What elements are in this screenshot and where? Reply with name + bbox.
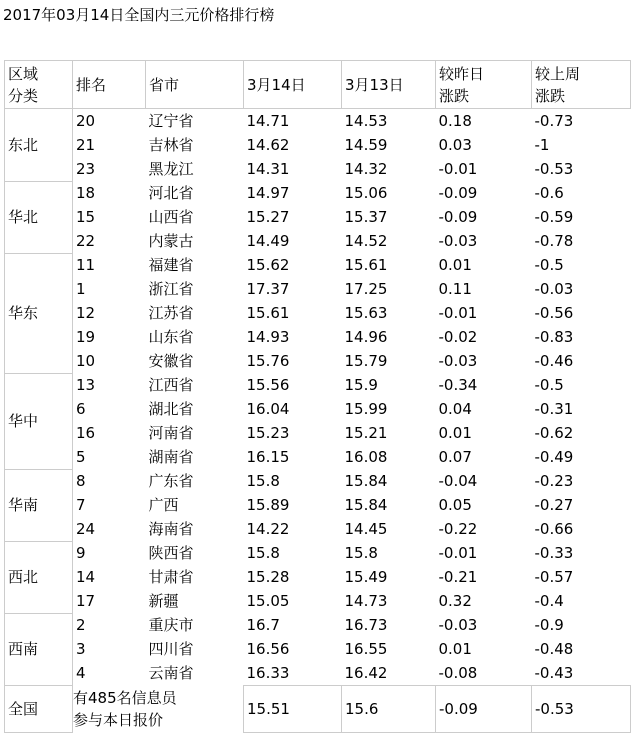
province-cell: 山西省 xyxy=(148,208,194,226)
change-day-cell: 0.07 xyxy=(438,448,472,466)
change-week-cell: -0.9 xyxy=(534,616,564,634)
price-d13-cell: 15.84 xyxy=(344,496,388,514)
change-week-cell: -0.57 xyxy=(534,568,574,586)
change-day-cell: 0.05 xyxy=(438,496,472,514)
price-d14-cell: 15.05 xyxy=(246,592,290,610)
price-d13-cell: 14.53 xyxy=(344,112,388,130)
change-day-cell: -0.34 xyxy=(438,376,478,394)
price-d13-cell: 14.45 xyxy=(344,520,388,538)
price-d14-cell: 16.04 xyxy=(246,400,290,418)
price-d14-cell: 15.23 xyxy=(246,424,290,442)
province-cell: 四川省 xyxy=(148,640,194,658)
rank-cell: 3 xyxy=(76,640,86,658)
rank-cell: 2 xyxy=(76,616,86,634)
page-title: 2017年03月14日全国内三元价格排行榜 xyxy=(3,6,275,24)
price-d14-cell: 15.61 xyxy=(246,304,290,322)
table-row xyxy=(5,109,631,134)
price-d14-cell: 15.76 xyxy=(246,352,290,370)
change-week-cell: -0.03 xyxy=(534,280,574,298)
price-d13-cell: 14.73 xyxy=(344,592,388,610)
rank-cell: 6 xyxy=(76,400,86,418)
rank-cell: 7 xyxy=(76,496,86,514)
price-d14-cell: 15.8 xyxy=(246,472,280,490)
price-d14-cell: 14.93 xyxy=(246,328,290,346)
region-cell: 华东 xyxy=(5,253,73,373)
header-change-day: 较昨日 涨跌 xyxy=(436,61,532,109)
change-week-cell: -0.48 xyxy=(534,640,574,658)
rank-cell: 8 xyxy=(76,472,86,490)
region-cell: 华中 xyxy=(5,373,73,469)
change-day-cell: -0.04 xyxy=(438,472,478,490)
rank-cell: 17 xyxy=(76,592,96,610)
table-row xyxy=(5,181,631,205)
change-day-cell: 0.01 xyxy=(438,424,472,442)
rank-cell: 23 xyxy=(76,160,96,178)
change-day-cell: -0.01 xyxy=(438,304,478,322)
table-row xyxy=(5,301,631,325)
rank-cell: 22 xyxy=(76,232,96,250)
price-d13-cell: 15.06 xyxy=(344,184,388,202)
change-day-cell: -0.03 xyxy=(438,232,478,250)
header-row xyxy=(5,61,631,109)
price-d14-cell: 16.15 xyxy=(246,448,290,466)
header-date-13: 3月13日 xyxy=(342,61,436,109)
change-day-cell: -0.08 xyxy=(438,664,478,682)
table-row xyxy=(5,589,631,613)
rank-cell: 1 xyxy=(76,280,86,298)
price-d13-cell: 15.21 xyxy=(344,424,388,442)
region-cell: 东北 xyxy=(5,109,73,182)
price-d14-cell: 14.97 xyxy=(246,184,290,202)
table-row xyxy=(5,493,631,517)
rank-cell: 16 xyxy=(76,424,96,442)
change-day-cell: -0.03 xyxy=(438,616,478,634)
price-d14-cell: 15.62 xyxy=(246,256,290,274)
price-d14-cell: 14.71 xyxy=(246,112,290,130)
province-cell: 湖北省 xyxy=(148,400,194,418)
province-cell: 浙江省 xyxy=(148,280,194,298)
table-body xyxy=(5,109,631,686)
change-week-cell: -0.6 xyxy=(534,184,564,202)
header-rank: 排名 xyxy=(73,61,146,109)
header-region: 区域 分类 xyxy=(5,61,73,109)
change-day-cell: 0.04 xyxy=(438,400,472,418)
region-cell: 西北 xyxy=(5,541,73,613)
change-week-cell: -0.66 xyxy=(534,520,574,538)
table-row xyxy=(5,253,631,277)
table-row xyxy=(5,445,631,469)
price-d13-cell: 15.99 xyxy=(344,400,388,418)
change-day-cell: -0.01 xyxy=(438,544,478,562)
price-d13-cell: 16.42 xyxy=(344,664,388,682)
change-week-cell: -0.27 xyxy=(534,496,574,514)
table-row xyxy=(5,229,631,253)
table-row xyxy=(5,541,631,565)
rank-cell: 24 xyxy=(76,520,96,538)
price-d13-cell: 14.96 xyxy=(344,328,388,346)
province-cell: 江苏省 xyxy=(148,304,194,322)
price-d13-cell: 15.79 xyxy=(344,352,388,370)
national-region: 全国 xyxy=(5,686,73,733)
change-day-cell: -0.01 xyxy=(438,160,478,178)
table-row xyxy=(5,661,631,686)
rank-cell: 9 xyxy=(76,544,86,562)
rank-cell: 19 xyxy=(76,328,96,346)
change-week-cell: -0.31 xyxy=(534,400,574,418)
price-d13-cell: 16.73 xyxy=(344,616,388,634)
province-cell: 江西省 xyxy=(148,376,194,394)
region-cell: 华北 xyxy=(5,181,73,253)
price-d13-cell: 15.61 xyxy=(344,256,388,274)
province-cell: 河北省 xyxy=(148,184,194,202)
table-row xyxy=(5,157,631,181)
price-d13-cell: 15.84 xyxy=(344,472,388,490)
national-d14: 15.51 xyxy=(244,686,342,733)
price-d13-cell: 14.59 xyxy=(344,136,388,154)
change-week-cell: -0.59 xyxy=(534,208,574,226)
change-week-cell: -0.33 xyxy=(534,544,574,562)
province-cell: 河南省 xyxy=(148,424,194,442)
rank-cell: 12 xyxy=(76,304,96,322)
province-cell: 广西 xyxy=(148,496,179,514)
change-week-cell: -0.43 xyxy=(534,664,574,682)
province-cell: 云南省 xyxy=(148,664,194,683)
price-d13-cell: 16.55 xyxy=(344,640,388,658)
change-week-cell: -0.73 xyxy=(534,112,574,130)
table-row xyxy=(5,637,631,661)
table-row xyxy=(5,205,631,229)
table-row xyxy=(5,325,631,349)
price-d14-cell: 17.37 xyxy=(246,280,290,298)
province-cell: 辽宁省 xyxy=(148,112,194,130)
price-d13-cell: 15.49 xyxy=(344,568,388,586)
change-week-cell: -0.83 xyxy=(534,328,574,346)
table-row xyxy=(5,613,631,637)
change-week-cell: -0.78 xyxy=(534,232,574,250)
change-day-cell: 0.11 xyxy=(438,280,472,298)
price-d14-cell: 14.22 xyxy=(246,520,290,538)
change-day-cell: 0.32 xyxy=(438,592,472,610)
province-cell: 内蒙古 xyxy=(148,232,194,250)
price-d14-cell: 15.89 xyxy=(246,496,290,514)
province-cell: 湖南省 xyxy=(148,448,194,466)
price-d14-cell: 15.27 xyxy=(246,208,290,226)
change-week-cell: -0.56 xyxy=(534,304,574,322)
national-row xyxy=(5,686,631,733)
province-cell: 陕西省 xyxy=(148,544,194,562)
table-row xyxy=(5,277,631,301)
change-day-cell: 0.01 xyxy=(438,256,472,274)
price-d13-cell: 17.25 xyxy=(344,280,388,298)
price-d13-cell: 14.32 xyxy=(344,160,388,178)
price-d14-cell: 16.7 xyxy=(246,616,280,634)
table-row xyxy=(5,133,631,157)
national-note: 有485名信息员 参与本日报价 xyxy=(73,689,177,729)
price-d14-cell: 14.62 xyxy=(246,136,290,154)
change-week-cell: -0.62 xyxy=(534,424,574,442)
rank-cell: 13 xyxy=(76,376,96,394)
price-d13-cell: 16.08 xyxy=(344,448,388,466)
change-week-cell: -0.4 xyxy=(534,592,564,610)
change-week-cell: -0.53 xyxy=(534,160,574,178)
change-day-cell: -0.22 xyxy=(438,520,478,538)
change-day-cell: -0.09 xyxy=(438,208,478,226)
province-cell: 新疆 xyxy=(148,592,179,610)
rank-cell: 11 xyxy=(76,256,96,274)
region-cell: 华南 xyxy=(5,469,73,541)
price-d14-cell: 15.8 xyxy=(246,544,280,562)
price-d14-cell: 16.33 xyxy=(246,664,290,682)
price-d14-cell: 16.56 xyxy=(246,640,290,658)
price-d14-cell: 14.49 xyxy=(246,232,290,250)
price-d14-cell: 15.28 xyxy=(246,568,290,586)
region-cell: 西南 xyxy=(5,613,73,686)
price-d13-cell: 14.52 xyxy=(344,232,388,250)
province-cell: 安徽省 xyxy=(148,352,194,370)
table-row xyxy=(5,349,631,373)
national-chg-week: -0.53 xyxy=(532,686,631,733)
table-row xyxy=(5,373,631,397)
price-d13-cell: 15.63 xyxy=(344,304,388,322)
table-row xyxy=(5,517,631,541)
change-day-cell: 0.01 xyxy=(438,640,472,658)
province-cell: 广东省 xyxy=(148,472,194,490)
province-cell: 山东省 xyxy=(148,328,194,346)
province-cell: 海南省 xyxy=(148,520,194,538)
province-cell: 福建省 xyxy=(148,256,194,274)
change-day-cell: -0.09 xyxy=(438,184,478,202)
rank-cell: 20 xyxy=(76,112,96,130)
price-d14-cell: 14.31 xyxy=(246,160,290,178)
change-week-cell: -0.49 xyxy=(534,448,574,466)
table-row xyxy=(5,421,631,445)
change-day-cell: 0.03 xyxy=(438,136,472,154)
change-day-cell: 0.18 xyxy=(438,112,472,130)
header-change-week: 较上周 涨跌 xyxy=(532,61,631,109)
header-province: 省市 xyxy=(146,61,244,109)
province-cell: 吉林省 xyxy=(148,136,194,154)
price-d13-cell: 15.9 xyxy=(344,376,378,394)
price-ranking-table xyxy=(4,60,631,733)
rank-cell: 5 xyxy=(76,448,86,466)
rank-cell: 18 xyxy=(76,184,96,202)
rank-cell: 15 xyxy=(76,208,96,226)
change-day-cell: -0.03 xyxy=(438,352,478,370)
change-week-cell: -0.5 xyxy=(534,256,564,274)
change-week-cell: -0.5 xyxy=(534,376,564,394)
change-day-cell: -0.21 xyxy=(438,568,478,586)
price-d13-cell: 15.8 xyxy=(344,544,378,562)
price-d13-cell: 15.37 xyxy=(344,208,388,226)
rank-cell: 10 xyxy=(76,352,96,370)
rank-cell: 21 xyxy=(76,136,96,154)
table-row xyxy=(5,469,631,493)
table-row xyxy=(5,397,631,421)
province-cell: 黑龙江 xyxy=(148,160,194,178)
change-week-cell: -0.23 xyxy=(534,472,574,490)
change-day-cell: -0.02 xyxy=(438,328,478,346)
national-d13: 15.6 xyxy=(342,686,436,733)
change-week-cell: -0.46 xyxy=(534,352,574,370)
national-chg-day: -0.09 xyxy=(436,686,532,733)
rank-cell: 14 xyxy=(76,568,96,586)
province-cell: 甘肃省 xyxy=(148,568,194,586)
price-d14-cell: 15.56 xyxy=(246,376,290,394)
province-cell: 重庆市 xyxy=(148,616,194,634)
header-date-14: 3月14日 xyxy=(244,61,342,109)
rank-cell: 4 xyxy=(76,664,86,683)
table-row xyxy=(5,565,631,589)
change-week-cell: -1 xyxy=(534,136,550,154)
